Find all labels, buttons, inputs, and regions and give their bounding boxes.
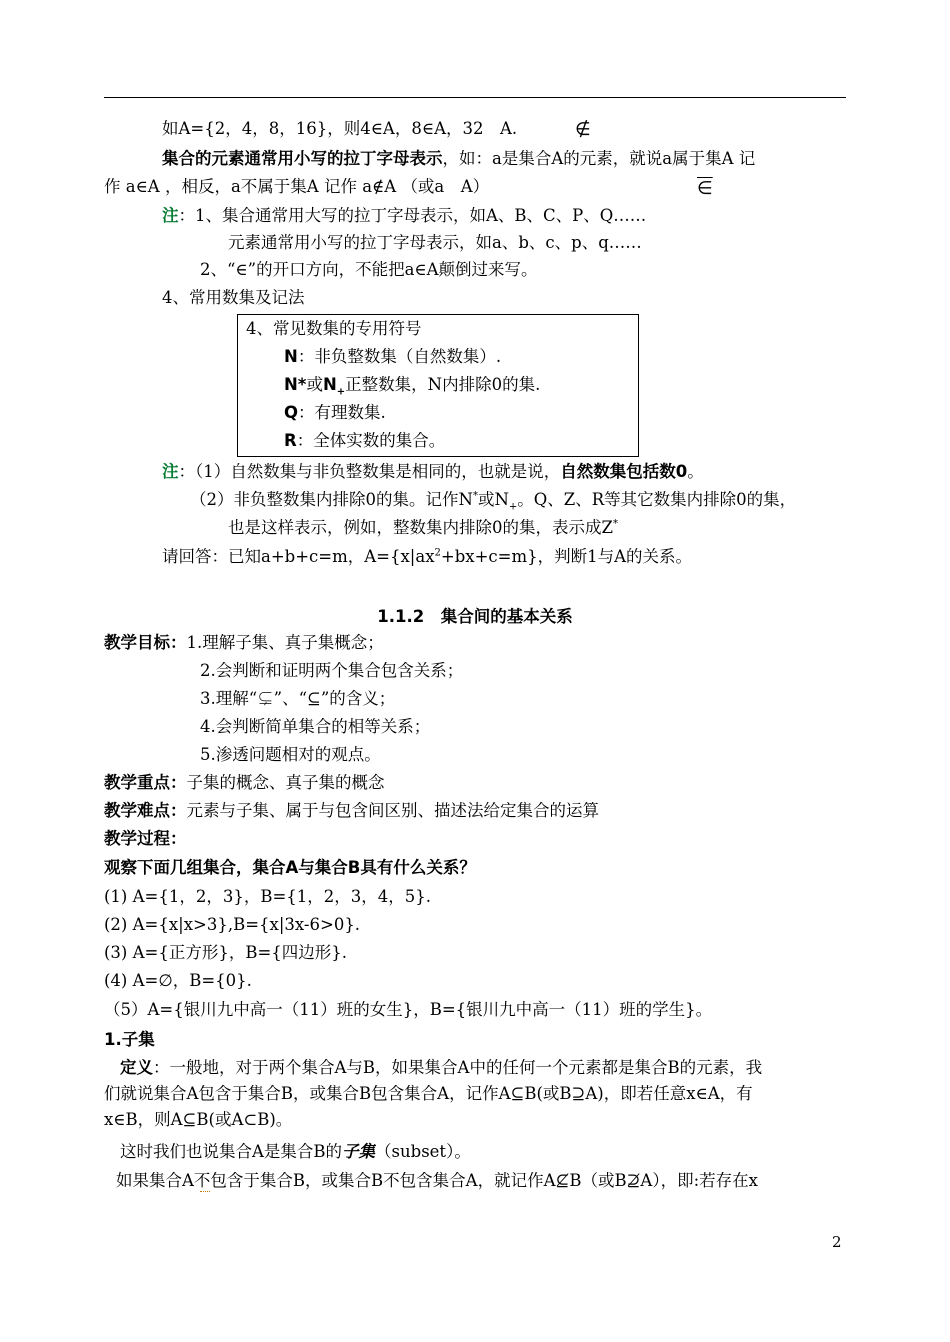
bold-statement: 集合的元素通常用小写的拉丁字母表示 — [162, 149, 443, 168]
natural-numbers: N：非负整数集（自然数集）. — [284, 347, 502, 366]
spellcheck-mark — [200, 1188, 210, 1192]
subset-heading: 1.子集 — [104, 1030, 155, 1049]
header-rule — [104, 97, 846, 98]
note-exclude-zero: （2）非负整数集内排除0的集。记作N*或$N_+$。Q、Z、R等其它数集内排除0的集， — [190, 490, 797, 513]
goal-3: 3.理解“⊊”、“⊆”的含义； — [200, 689, 396, 708]
rational-numbers: Q：有理数集. — [284, 403, 386, 422]
subset-term-line: 这时我们也说集合A是集合B的子集（subset）。 — [120, 1142, 471, 1161]
positive-integers: N*或$N_+$正整数集，N内排除0的集. — [284, 375, 541, 398]
definition-line-2: 们就说集合A包含于集合B，或集合B包含集合A，记作A⊆B(或B⊇A)，即若任意x∈A，有 — [104, 1084, 753, 1103]
goals-line-1: 教学目标：1.理解子集、真子集概念； — [104, 633, 384, 652]
note-1: 注：1、集合通常用大写的拉丁字母表示，如A、B、C、P、Q…… — [162, 206, 647, 225]
not-element-symbol: ∉ — [575, 119, 591, 140]
element-symbol: ∈ — [697, 178, 713, 199]
example-1: (1) A={1，2，3}，B={1，2，3，4，5}. — [104, 887, 432, 906]
definition-line-1: 定义：一般地，对于两个集合A与B，如果集合A中的任何一个元素都是集合B的元素，我 — [120, 1058, 763, 1077]
real-numbers: R：全体实数的集合。 — [284, 431, 446, 450]
example-5: （5）A={银川九中高一（11）班的女生}，B={银川九中高一（11）班的学生}。 — [104, 1000, 713, 1019]
note-natural-numbers: 注：（1）自然数集与非负整数集是相同的，也就是说，自然数集包括数0。 — [162, 462, 704, 481]
difficulties: 教学难点：元素与子集、属于与包含间区别、描述法给定集合的运算 — [104, 801, 599, 820]
example-line: 如A={2，4，8，16}，则4∈A，8∈A，32 A. — [162, 119, 518, 138]
example-2: (2) A={x|x>3},B={x|3x-6>0}. — [104, 915, 361, 934]
box-title: 4、常见数集的专用符号 — [246, 319, 422, 338]
observe-question: 观察下面几组集合，集合A与集合B具有什么关系？ — [104, 858, 476, 877]
note-exclude-zero-b: 也是这样表示，例如，整数集内排除0的集，表示成Z* — [228, 518, 618, 537]
example-4: (4) A=∅，B={0}. — [104, 971, 252, 990]
process-heading: 教学过程： — [104, 829, 187, 848]
element-notation-line: 集合的元素通常用小写的拉丁字母表示，如：a是集合A的元素，就说a属于集A 记 — [162, 149, 756, 168]
goal-2: 2.会判断和证明两个集合包含关系； — [200, 661, 464, 680]
section-4-heading: 4、常用数集及记法 — [162, 288, 305, 307]
goal-4: 4.会判断简单集合的相等关系； — [200, 717, 431, 736]
page-number: 2 — [832, 1233, 842, 1251]
membership-line: 作 a∈A ，相反，a不属于集A 记作 a∉A （或a A） — [104, 177, 490, 196]
section-title: 1.1.2 集合间的基本关系 — [377, 607, 573, 626]
example-3: (3) A={正方形}，B={四边形}. — [104, 943, 348, 962]
subset-term: 子集 — [342, 1142, 376, 1161]
key-points: 教学重点：子集的概念、真子集的概念 — [104, 773, 385, 792]
question-line: 请回答：已知a+b+c=m，$A=\{x|ax^2+bx+c=m\}$，判断1与A的关系。 — [162, 547, 693, 566]
goal-5: 5.渗透问题相对的观点。 — [200, 745, 381, 764]
not-subset-line: 如果集合A不包含于集合B，或集合B不包含集合A，就记作A⊈B（或B⊉A），即:若存在x — [116, 1171, 758, 1190]
note-1b: 元素通常用小写的拉丁字母表示，如a、b、c、p、q…… — [228, 233, 642, 252]
note-2: 2、“∈”的开口方向，不能把a∈A颠倒过来写。 — [200, 260, 538, 279]
definition-line-3: x∈B，则A⊆B(或A⊂B)。 — [104, 1110, 293, 1129]
